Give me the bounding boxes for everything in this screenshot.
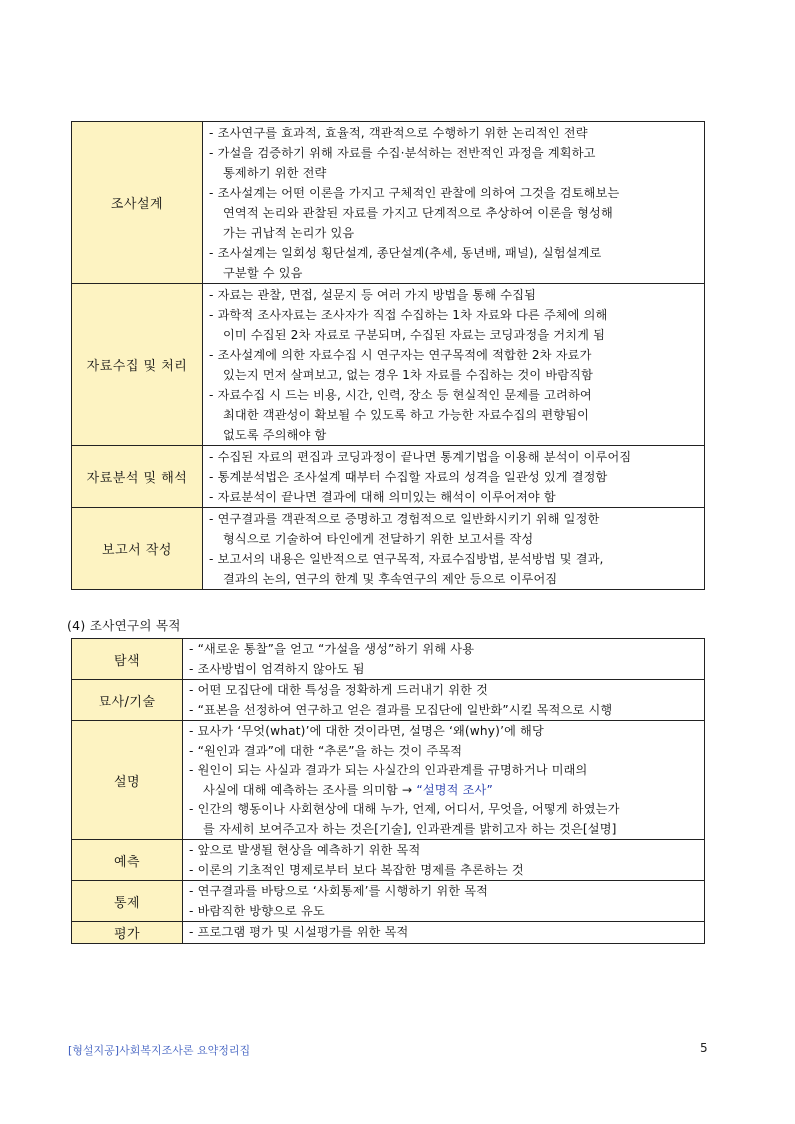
list-item: - 조사연구를 효과적, 효율적, 객관적으로 수행하기 위한 논리적인 전략 <box>209 126 588 140</box>
list-item: 형식으로 기술하여 타인에게 전달하기 위한 보고서를 작성 <box>223 532 534 546</box>
list-item: 있는지 먼저 살펴보고, 없는 경우 1차 자료를 수집하는 것이 바람직함 <box>223 368 594 382</box>
table-row <box>72 680 705 721</box>
table-row <box>72 881 705 922</box>
research-process-table <box>71 121 705 590</box>
list-item: - 인간의 행동이나 사회현상에 대해 누가, 언제, 어디서, 무엇을, 어떻게 하였는가 <box>189 802 620 816</box>
list-item: - “새로운 통찰”을 얻고 “가설을 생성”하기 위해 사용 <box>189 642 475 656</box>
row-content <box>183 639 705 680</box>
table-row <box>72 284 705 446</box>
row-label: 보고서 작성 <box>72 508 203 590</box>
list-item: - 원인이 되는 사실과 결과가 되는 사실간의 인과관계를 규명하거나 미래의 <box>189 763 588 777</box>
table-row <box>72 122 705 284</box>
list-item: - 가설을 검증하기 위해 자료를 수집·분석하는 전반적인 과정을 계획하고 <box>209 146 596 160</box>
row-label: 평가 <box>72 922 183 944</box>
list-item: - 자료분석이 끝나면 결과에 대해 의미있는 해석이 이루어져야 함 <box>209 490 556 504</box>
list-item: 없도록 주의해야 함 <box>223 428 327 442</box>
row-content <box>203 446 705 508</box>
list-item: - “표본을 선정하여 연구하고 얻은 결과를 모집단에 일반화”시킬 목적으로 시행 <box>189 702 613 717</box>
list-item: - 바람직한 방향으로 유도 <box>189 903 325 918</box>
table-row <box>72 922 705 944</box>
list-item: 를 자세히 보여주고자 하는 것은[기술], 인과관계를 밝히고자 하는 것은[설명] <box>203 821 617 836</box>
list-item: 결과의 논의, 연구의 한계 및 후속연구의 제안 등으로 이루어짐 <box>223 572 558 586</box>
list-item: - 묘사가 ‘무엇(what)’에 대한 것이라면, 설명은 ‘왜(why)’에 해당 <box>189 724 544 738</box>
row-label: 자료분석 및 해석 <box>72 446 203 508</box>
list-item-continuation <box>189 781 700 801</box>
list-item: - 과학적 조사자료는 조사자가 직접 수집하는 1차 자료와 다른 주체에 의해 <box>209 308 608 322</box>
row-content <box>183 680 705 721</box>
list-item: - 조사방법이 엄격하지 않아도 됨 <box>189 661 365 676</box>
list-item: 연역적 논리와 관찰된 자료를 가지고 단계적으로 추상하여 이론을 형성해 <box>223 206 613 220</box>
list-item: - 어떤 모집단에 대한 특성을 정확하게 드러내기 위한 것 <box>189 683 489 697</box>
footer-book-title: [형설지공]사회복지조사론 요약정리집 <box>68 1044 251 1057</box>
row-content <box>183 922 705 944</box>
row-content <box>203 508 705 590</box>
continuation-text: 사실에 대해 예측하는 조사를 의미함 → <box>203 782 417 797</box>
row-label: 통제 <box>72 881 183 922</box>
list-item: - 조사설계에 의한 자료수집 시 연구자는 연구목적에 적합한 2차 자료가 <box>209 348 592 362</box>
table-row <box>72 639 705 680</box>
list-item: - 조사설계는 일회성 횡단설계, 종단설계(추세, 동년배, 패널), 실험설계로 <box>209 246 602 260</box>
list-item: - 자료는 관찰, 면접, 설문지 등 여러 가지 방법을 통해 수집됨 <box>209 288 537 302</box>
section-title: (4) 조사연구의 목적 <box>67 618 181 633</box>
highlight-term: “설명적 조사” <box>416 782 493 797</box>
list-item: 구분할 수 있음 <box>223 266 303 280</box>
row-content <box>183 840 705 881</box>
list-item: - “원인과 결과”에 대한 “추론”을 하는 것이 주목적 <box>189 743 463 758</box>
table-row <box>72 446 705 508</box>
list-item: - 연구결과를 바탕으로 ‘사회통제’를 시행하기 위한 목적 <box>189 884 489 898</box>
row-label: 자료수집 및 처리 <box>72 284 203 446</box>
row-label: 예측 <box>72 840 183 881</box>
list-item: 최대한 객관성이 확보될 수 있도록 하고 가능한 자료수집의 편향됨이 <box>223 408 590 422</box>
row-label: 탐색 <box>72 639 183 680</box>
row-content <box>183 881 705 922</box>
row-label: 조사설계 <box>72 122 203 284</box>
list-item: - 통계분석법은 조사설계 때부터 수집할 자료의 성격을 일관성 있게 결정함 <box>209 470 608 484</box>
page-number: 5 <box>700 1041 708 1055</box>
list-item: - 자료수집 시 드는 비용, 시간, 인력, 장소 등 현실적인 문제를 고려하여 <box>209 388 592 402</box>
research-purpose-table <box>71 638 705 944</box>
table-row <box>72 508 705 590</box>
list-item: 이미 수집된 2차 자료로 구분되며, 수집된 자료는 코딩과정을 거치게 됨 <box>223 328 605 342</box>
row-label: 설명 <box>72 721 183 840</box>
list-item: - 보고서의 내용은 일반적으로 연구목적, 자료수집방법, 분석방법 및 결과, <box>209 552 604 566</box>
list-item: - 연구결과를 객관적으로 증명하고 경험적으로 일반화시키기 위해 일정한 <box>209 512 600 526</box>
row-content <box>203 122 705 284</box>
list-item: 가는 귀납적 논리가 있음 <box>223 226 355 240</box>
list-item: - 수집된 자료의 편집과 코딩과정이 끝나면 통계기법을 이용해 분석이 이루어짐 <box>209 450 632 464</box>
list-item: - 프로그램 평가 및 시설평가를 위한 목적 <box>189 925 409 939</box>
list-item: 통제하기 위한 전략 <box>223 166 327 180</box>
row-content <box>183 721 705 840</box>
list-item: - 앞으로 발생될 현상을 예측하기 위한 목적 <box>189 843 421 857</box>
table-row <box>72 840 705 881</box>
row-content <box>203 284 705 446</box>
list-item: - 이론의 기초적인 명제로부터 보다 복잡한 명제를 추론하는 것 <box>189 862 524 877</box>
row-label: 묘사/기술 <box>72 680 183 721</box>
list-item: - 조사설계는 어떤 이론을 가지고 구체적인 관찰에 의하여 그것을 검토해보는 <box>209 186 620 200</box>
table-row <box>72 721 705 840</box>
